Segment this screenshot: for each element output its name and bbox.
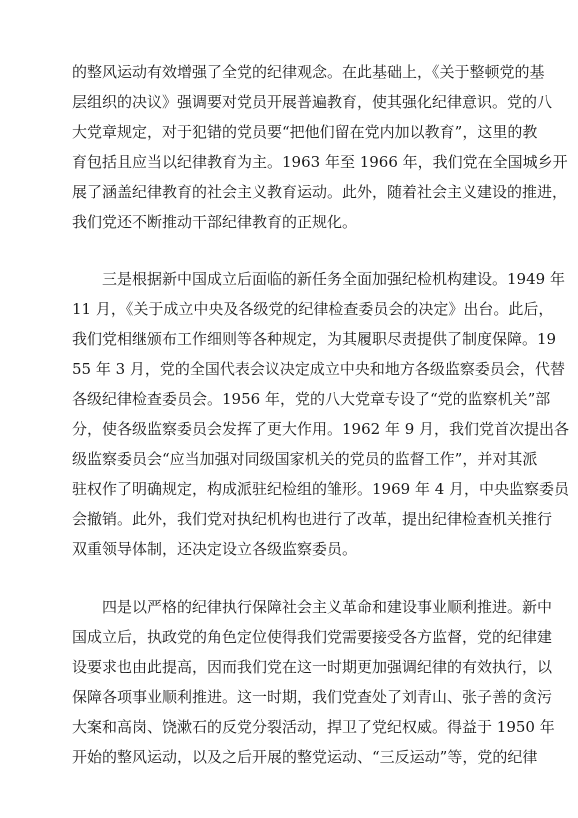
paragraph-2-line-1: 三是根据新中国成立后面临的新任务全面加强纪检机构建设。1949 年 xyxy=(102,270,565,288)
paragraph-2-line-8: 驻权作了明确规定，构成派驻纪检组的雏形。1969 年 4 月，中央监察委员 xyxy=(72,480,570,498)
paragraph-2-line-3: 我们党相继颁布工作细则等各种规定，为其履职尽责提供了制度保障。19 xyxy=(72,330,557,348)
paragraph-2-line-10: 双重领导体制，还决定设立各级监察委员。 xyxy=(72,540,358,558)
paragraph-1-line-3: 大党章规定，对于犯错的党员要“把他们留在党内加以教育”，这里的教 xyxy=(72,123,538,141)
paragraph-3-line-2: 国成立后，执政党的角色定位使得我们党需要接受各方监督，党的纪律建 xyxy=(72,628,553,646)
paragraph-3-line-4: 保障各项事业顺利推进。这一时期，我们党查处了刘青山、张子善的贪污 xyxy=(72,688,553,706)
paragraph-2-line-5: 各级纪律检查委员会。1956 年，党的八大党章专设了“党的监察机关”部 xyxy=(72,390,551,408)
paragraph-3-line-1: 四是以严格的纪律执行保障社会主义革命和建设事业顺利推进。新中 xyxy=(102,598,553,616)
paragraph-1-line-1: 的整风运动有效增强了全党的纪律观念。在此基础上，《关于整顿党的基 xyxy=(72,63,545,81)
paragraph-2-line-9: 会撤销。此外，我们党对执纪机构也进行了改革，提出纪律检查机关推行 xyxy=(72,510,553,528)
paragraph-2-line-7: 级监察委员会“应当加强对同级国家机关的党员的监督工作”，并对其派 xyxy=(72,450,538,468)
paragraph-3-line-5: 大案和高岗、饶漱石的反党分裂活动，捍卫了党纪权威。得益于 1950 年 xyxy=(72,718,555,736)
paragraph-2-line-6: 分，使各级监察委员会发挥了更大作用。1962 年 9 月，我们党首次提出各 xyxy=(72,420,570,438)
paragraph-2-line-2: 11 月，《关于成立中央及各级党的纪律检查委员会的决定》出台。此后， xyxy=(72,300,554,318)
paragraph-1-line-6: 我们党还不断推动干部纪律教育的正规化。 xyxy=(72,213,358,231)
paragraph-1-line-4: 育包括且应当以纪律教育为主。1963 年至 1966 年，我们党在全国城乡开 xyxy=(72,153,568,171)
paragraph-3-line-6: 开始的整风运动，以及之后开展的整党运动、“三反运动”等，党的纪律 xyxy=(72,748,538,766)
paragraph-3-line-3: 设要求也由此提高，因而我们党在这一时期更加强调纪律的有效执行，以 xyxy=(72,658,553,676)
paragraph-1-line-5: 展了涵盖纪律教育的社会主义教育运动。此外，随着社会主义建设的推进， xyxy=(72,183,568,201)
paragraph-1-line-2: 层组织的决议》强调要对党员开展普遍教育，使其强化纪律意识。党的八 xyxy=(72,93,553,111)
paragraph-2-line-4: 55 年 3 月，党的全国代表会议决定成立中央和地方各级监察委员会，代替 xyxy=(72,360,565,378)
